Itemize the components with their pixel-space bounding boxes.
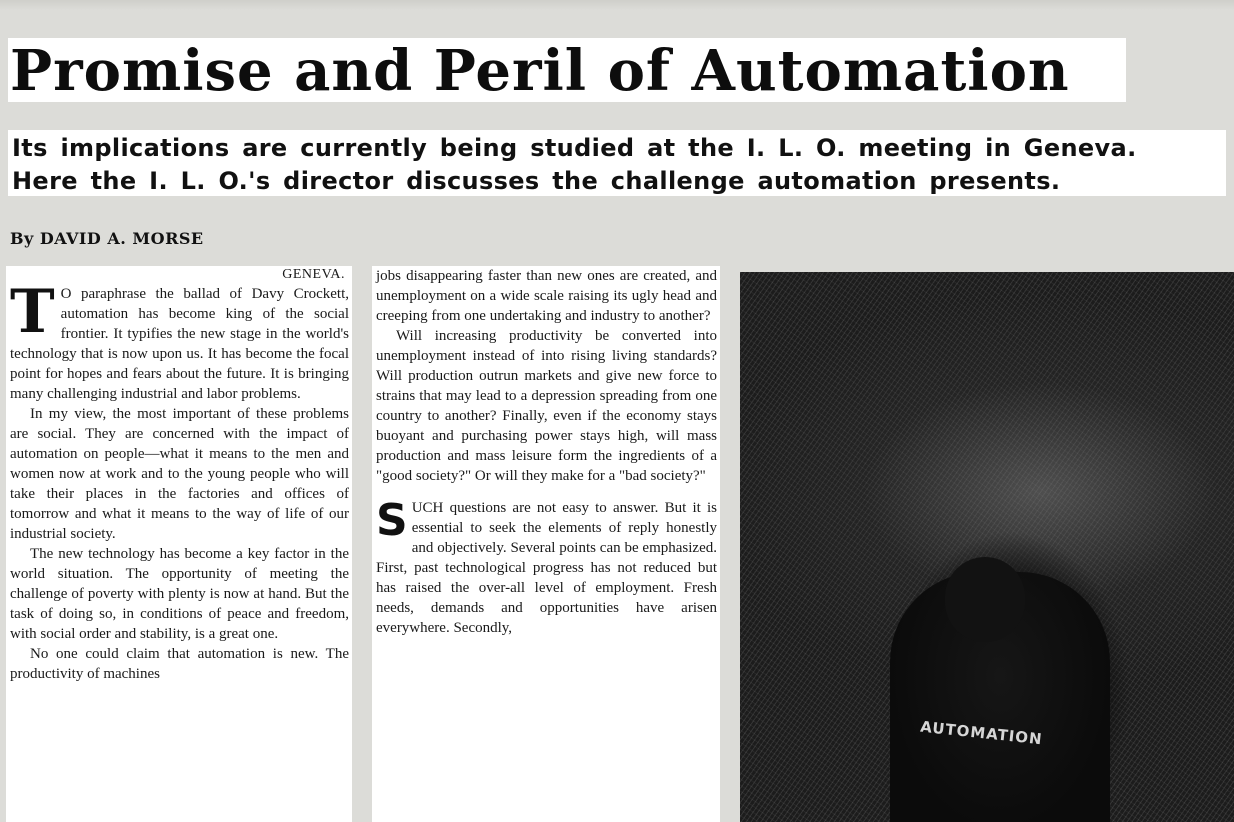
paragraph-social: In my view, the most important of these problems are social. They are concerned with the impact of automation on people—what it means to the men and women now at work and to the young people who will take their places in the factories and offices of tomorrow and what it means to the way of life of our industrial society. [10, 406, 349, 542]
paragraph-productivity: Will increasing productivity be converted into unemployment instead of into rising living standards? Will production outrun markets and give new force to strains that may lead to a depression spreading from one country to another? Finally, even if the economy stays buoyant and purchasing power stays high, will mass production and mass leisure form the ingredients of a "good society?" Or will they make for a "bad society?" [376, 328, 717, 484]
automation-photo [740, 272, 1234, 822]
paragraph-intro [10, 277, 349, 404]
paragraph-not-new: No one could claim that automation is new. The productivity of machines [10, 646, 349, 682]
subdeck-line-2: Here the I. L. O.'s director discusses the challenge automation presents. [12, 167, 1061, 195]
page-edge [0, 0, 1234, 10]
article-column-1 [6, 266, 352, 822]
paragraph-intro-text: O paraphrase the ballad of Davy Crockett, automation has become king of the social frontier. It typifies the new stage in the world's technology that is now upon us. It has become the focal point for hopes and fears about the future. It is bringing many challenging industrial and labor problems. [10, 286, 349, 402]
paragraph-jobs: jobs disappearing faster than new ones are created, and unemployment on a wide scale raising its ugly head and creeping from one undertaking and industry to another? [376, 268, 717, 324]
paragraph-questions [376, 495, 717, 638]
photo-figure-head [945, 557, 1025, 642]
byline: By DAVID A. MORSE [10, 229, 204, 248]
subdeck-line-1: Its implications are currently being studied at the I. L. O. meeting in Geneva. [12, 134, 1137, 162]
article-column-2 [372, 266, 720, 822]
photo-label: AUTOMATION [919, 717, 1044, 749]
headline: Promise and Peril of Automation [10, 38, 1070, 104]
drop-cap-t: T [10, 277, 55, 347]
paragraph-technology: The new technology has become a key factor in the world situation. The opportunity of meeting the challenge of poverty with plenty is now at hand. But the task of doing so, in conditions of peace and freedom, with social order and stability, is a great one. [10, 546, 349, 642]
subdeck [12, 132, 1226, 198]
section-gap [376, 486, 717, 498]
dateline: GENEVA. [282, 267, 345, 282]
paragraph-questions-text: UCH questions are not easy to answer. But it is essential to seek the elements of reply honestly and objectively. Several points can be emphasized. First, past technological progress has not reduced but has raised the over-all level of employment. Fresh needs, demands and opportunities have arisen everywhere. Secondly, [376, 500, 717, 636]
drop-cap-s: S [376, 495, 408, 546]
